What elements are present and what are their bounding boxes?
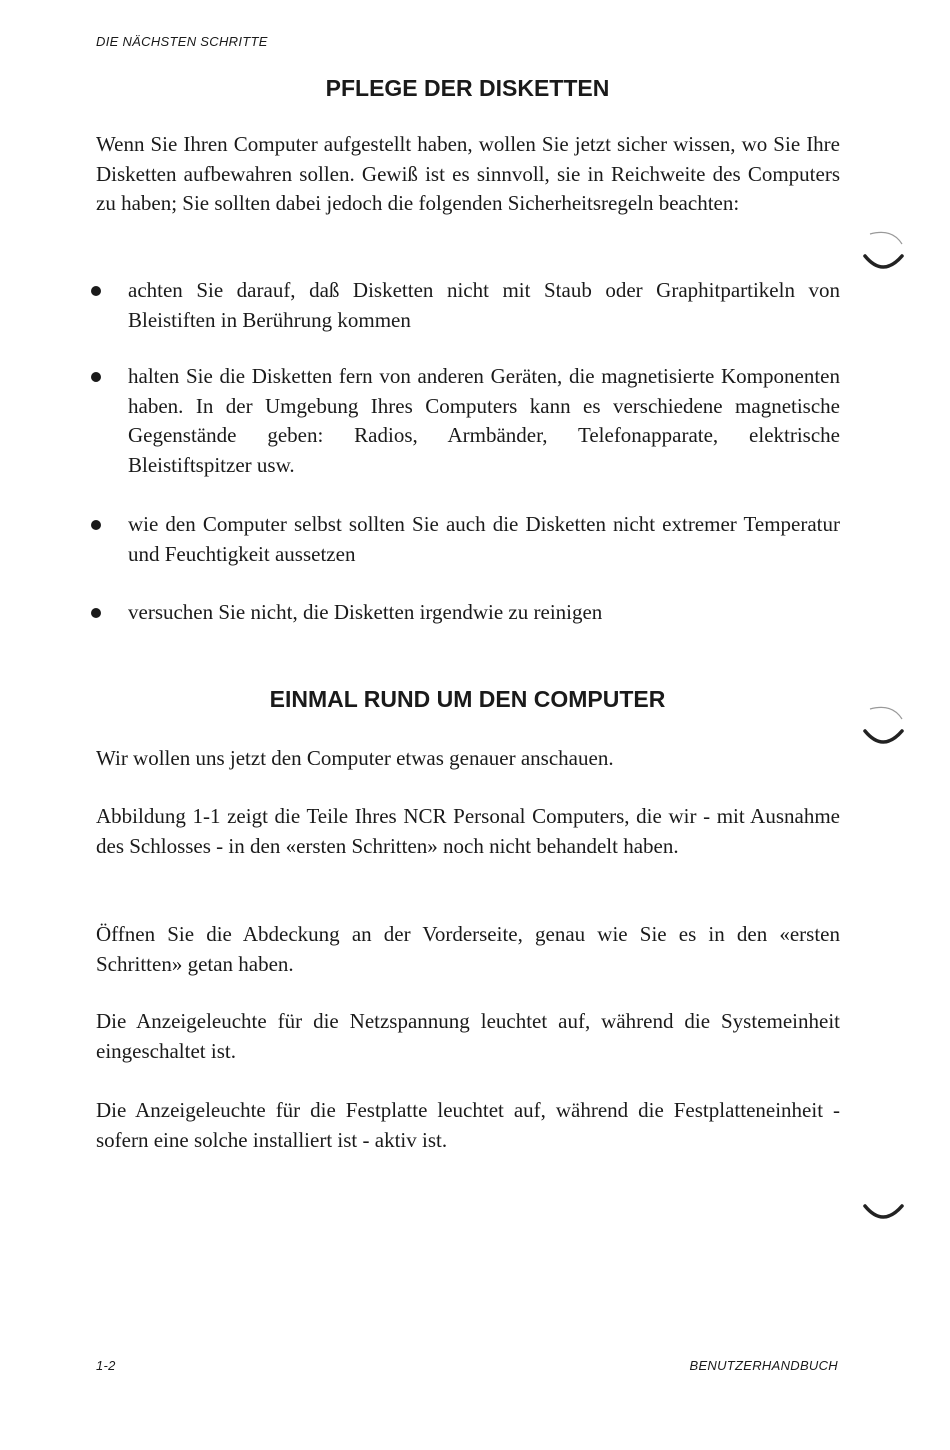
punch-hole-icon [862,1180,904,1222]
bullet-dot-icon [91,520,101,530]
bullet-dot-icon [91,608,101,618]
page-number: 1-2 [96,1358,116,1373]
book-title: BENUTZERHANDBUCH [689,1358,838,1373]
bullet-text: halten Sie die Disketten fern von anderen Geräten, die magnetisierte Komponenten haben. In der Umgebung Ihres Computers kann es verschiedene magnetische Gegenstände geben: Radios, Armbänder, Telefonapparate, elektrische Bleistiftspitzer usw. [128,364,840,477]
bullet-dot-icon [91,372,101,382]
bullet-dot-icon [91,286,101,296]
bullet-text: wie den Computer selbst sollten Sie auch die Disketten nicht extremer Temperatur und Feuchtigkeit aussetzen [128,512,840,566]
body-paragraph: Abbildung 1-1 zeigt die Teile Ihres NCR Personal Computers, die wir - mit Ausnahme des Schlosses - in den «ersten Schritten» noch nicht behandelt haben. [96,804,840,858]
intro-paragraph: Wenn Sie Ihren Computer aufgestellt haben, wollen Sie jetzt sicher wissen, wo Sie Ihre Disketten aufbewahren sollen. Gewiß ist es sinnvoll, sie in Reichweite des Computers zu haben; Sie sollten dabei jedoch die folgenden Sicherheitsregeln beachten: [96,132,840,215]
punch-hole-icon [862,705,904,747]
bullet-item [128,510,840,569]
body-paragraph: Wir wollen uns jetzt den Computer etwas genauer anschauen. [96,746,614,770]
section-title-disketten: PFLEGE DER DISKETTEN [325,75,610,101]
bullet-item [128,598,840,628]
running-head: DIE NÄCHSTEN SCHRITTE [96,34,268,49]
section-title-computer: EINMAL RUND UM DEN COMPUTER [269,686,666,712]
bullet-text: achten Sie darauf, daß Disketten nicht mit Staub oder Graphitpartikeln von Bleistiften in Berührung kommen [128,278,840,332]
body-paragraph: Die Anzeigeleuchte für die Festplatte leuchtet auf, während die Festplatteneinheit - sofern eine solche installiert ist - aktiv ist. [96,1098,840,1152]
body-paragraph: Öffnen Sie die Abdeckung an der Vorderseite, genau wie Sie es in den «ersten Schritten» getan haben. [96,922,840,976]
bullet-item [128,276,840,335]
bullet-text: versuchen Sie nicht, die Disketten irgendwie zu reinigen [128,600,603,624]
body-paragraph: Die Anzeigeleuchte für die Netzspannung leuchtet auf, während die Systemeinheit eingeschaltet ist. [96,1009,840,1063]
punch-hole-icon [862,230,904,272]
bullet-item [128,362,840,480]
